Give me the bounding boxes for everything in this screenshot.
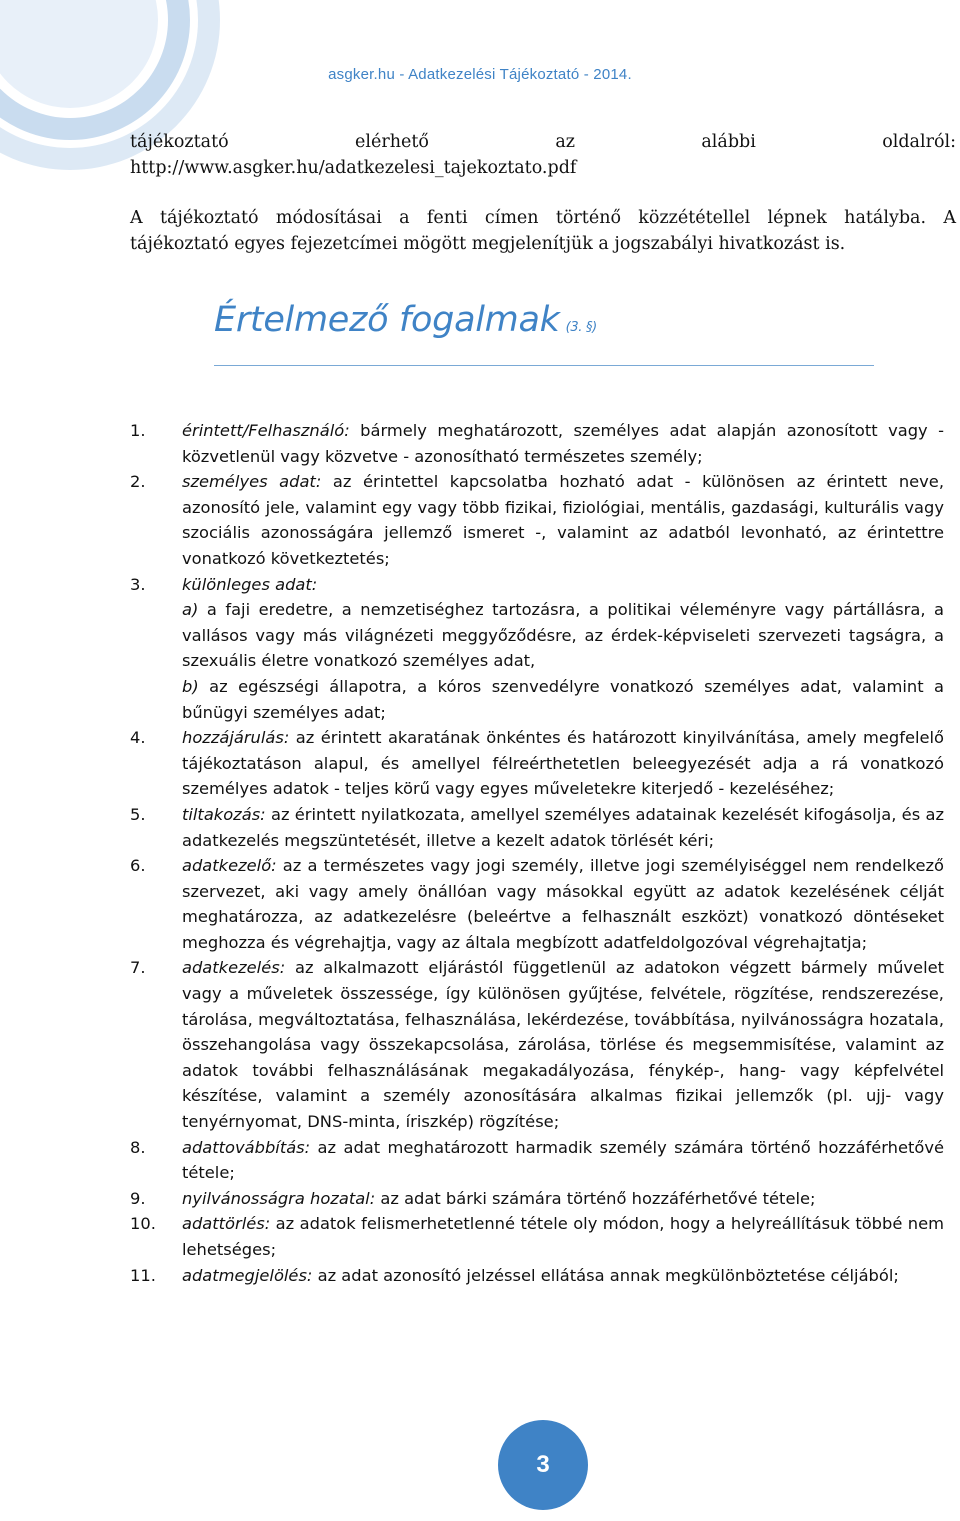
definition-item: 2. személyes adat: az érintettel kapcsolatba hozható adat - különösen az érintett neve, azonosító jele, valamint egy vagy több fizikai, fiziológiai, mentális, gazdasági, kulturális vagy szociális azonosságára jellemző ismeret -, valamint az adatból levonható, az érintettre vonatkozó következtetés; (130, 472, 944, 568)
definition-item: 3. különleges adat: a) a faji eredetre, a nemzetiséghez tartozásra, a politikai véleményre vagy pártállásra, a vallásos vagy más világnézeti meggyőződésre, az érdek-képviseleti szervezeti tagságra, a szexuális életre vonatkozó személyes adat, b) az egészségi állapotra, a kóros szenvedélyre vonatkozó személyes adat, valamint a bűnügyi személyes adat; (130, 572, 944, 726)
definition-subitem: b) az egészségi állapotra, a kóros szenvedélyre vonatkozó személyes adat, valamint a bűnügyi személyes adat; (182, 676, 944, 722)
definitions-list (130, 418, 944, 1288)
intro-paragraph-2 (130, 205, 956, 257)
definition-text: az adat bárki számára történő hozzáférhetővé tétele; (375, 1188, 816, 1208)
intro-line-3: A tájékoztató módosításai a fenti címen történő közzététellel lépnek hatályba. A (130, 208, 956, 228)
section-title: Értelmező fogalmak (214, 300, 560, 340)
definition-item: 4. hozzájárulás: az érintett akaratának önkéntes és határozott kinyilvánítása, amely megfelelő tájékoztatáson alapul, és amellyel félreérthetetlen beleegyezését adja a rá vonatkozó személyes adatok - teljes körű vagy egyes műveletekre kiterjedő - kezeléséhez; (130, 728, 944, 799)
definition-item: 10. adattörlés: az adatok felismerhetetlenné tétele oly módon, hogy a helyreállításuk többé nem lehetséges; (130, 1214, 944, 1259)
page-number: 3 (536, 1451, 550, 1478)
definition-text: az adat meghatározott harmadik személy számára történő hozzáférhetővé tétele; (182, 1137, 944, 1183)
definition-text: az alkalmazott eljárástól függetlenül az adatokon végzett bármely művelet vagy a műveletek összessége, így különösen gyűjtése, felvétele, rögzítése, rendszerezése, tárolása, megváltoztatása, felhasználása, lekérdezése, továbbítása, nyilvánosságra hozatala, összehangolása vagy összekapcsolása, zárolása, törlése és megsemmisítése, valamint az adatok további felhasználásának megakadályozása, fénykép-, hang- vagy képfelvétel készítése, valamint a személy azonosítására alkalmas fizikai jellemzők (pl. ujj- vagy tenyérnyomat, DNS-minta, íriszkép) rögzítése; (182, 958, 944, 1132)
definition-text: az adat azonosító jelzéssel ellátása annak megkülönböztetése céljából; (312, 1265, 899, 1285)
definition-term: nyilvánosságra hozatal: (182, 1188, 376, 1208)
definition-term: személyes adat: (182, 472, 322, 492)
definition-text: az adatok felismerhetetlenné tétele oly módon, hogy a helyreállításuk többé nem lehetséges; (182, 1214, 944, 1259)
section-reference: (3. §) (565, 320, 597, 335)
heading-underline (214, 365, 874, 366)
page-header-title: asgker.hu - Adatkezelési Tájékoztató - 2014. (328, 66, 632, 83)
definition-term: adatkezelés: (182, 958, 286, 978)
definition-item: 7. adatkezelés: az alkalmazott eljárástól függetlenül az adatokon végzett bármely művelet vagy a műveletek összessége, így különösen gyűjtése, felvétele, rögzítése, rendszerezése, tárolása, megváltoztatása, felhasználása, lekérdezése, továbbítása, nyilvánosságra hozatala, összehangolása vagy összekapcsolása, zárolása, törlése és megsemmisítése, valamint az adatok további felhasználásának megakadályozása, fénykép-, hang- vagy képfelvétel készítése, valamint a személy azonosítására alkalmas fizikai jellemzők (pl. ujj- vagy tenyérnyomat, DNS-minta, íriszkép) rögzítése; (130, 958, 944, 1132)
page-number-badge (498, 1420, 588, 1510)
definition-text: az érintett akaratának önkéntes és határozott kinyilvánítása, amely megfelelő tájékoztatáson alapul, és amellyel félreérthetetlen beleegyezését adja a rá vonatkozó személyes adatok - teljes körű vagy egyes műveletekre kiterjedő - kezeléséhez; (182, 728, 944, 799)
definition-item: 5. tiltakozás: az érintett nyilatkozata, amellyel személyes adatainak kezelését kifogásolja, és az adatkezelés megszüntetését, illetve a kezelt adatok törlését kéri; (130, 804, 944, 850)
definition-term: hozzájárulás: (182, 728, 290, 748)
definition-item: 6. adatkezelő: az a természetes vagy jogi személy, illetve jogi személyiséggel nem rendelkező szervezet, aki vagy amely önállóan vagy másokkal együtt az adatok kezelésének célját meghatározza, az adatkezelésre (beleértve a felhasznált eszközt) vonatkozó döntéseket meghozza és végrehajtja, vagy az általa megbízott adatfeldolgozóval végrehajtatja; (130, 856, 944, 952)
definition-term: adatkezelő: (182, 856, 277, 876)
definition-text: az érintettel kapcsolatba hozható adat - különösen az érintett neve, azonosító jele, valamint egy vagy több fizikai, fiziológiai, mentális, gazdasági, kulturális vagy szociális azonosságára jellemző ismeret -, valamint az adatból levonható, az érintettre vonatkozó következtetés; (182, 472, 944, 568)
definition-term: tiltakozás: (182, 804, 266, 824)
definition-term: különleges adat: (182, 574, 318, 594)
definition-item: 11. adatmegjelölés: az adat azonosító jelzéssel ellátása annak megkülönböztetése céljából; (130, 1265, 899, 1285)
definition-item: 8. adattovábbítás: az adat meghatározott harmadik személy számára történő hozzáférhetővé tétele; (130, 1137, 944, 1183)
definition-text: az érintett nyilatkozata, amellyel személyes adatainak kezelését kifogásolja, és az adatkezelés megszüntetését, illetve a kezelt adatok törlését kéri; (182, 804, 944, 850)
document-url: http://www.asgker.hu/adatkezelesi_tajekoztato.pdf (130, 158, 577, 178)
section-heading (214, 300, 597, 340)
definition-subitem: a) a faji eredetre, a nemzetiséghez tartozásra, a politikai véleményre vagy pártállásra, a vallásos vagy más világnézeti meggyőződésre, az érdek-képviseleti szervezeti tagságra, a szexuális életre vonatkozó személyes adat, (182, 600, 944, 671)
definition-item: 9. nyilvánosságra hozatal: az adat bárki számára történő hozzáférhetővé tétele; (130, 1188, 816, 1208)
definition-item: 1. érintett/Felhasználó: bármely meghatározott, személyes adat alapján azonosított vagy - közvetlenül vagy közvetve - azonosítható természetes személy; (130, 421, 944, 466)
intro-line-1: tájékoztató elérhető az alábbi oldalról: (130, 132, 956, 152)
intro-line-4: tájékoztató egyes fejezetcímei mögött megjelenítjük a jogszabályi hivatkozást is. (130, 234, 846, 254)
definition-term: adatmegjelölés: (182, 1265, 313, 1285)
definition-term: adattovábbítás: (182, 1137, 311, 1157)
definition-text: bármely meghatározott, személyes adat alapján azonosított vagy - közvetlenül vagy közvetve - azonosítható természetes személy; (182, 421, 944, 466)
definition-term: adattörlés: (182, 1214, 271, 1234)
definition-term: érintett/Felhasználó: (182, 421, 350, 440)
intro-paragraph-1 (130, 129, 956, 181)
definition-text: az a természetes vagy jogi személy, illetve jogi személyiséggel nem rendelkező szervezet, aki vagy amely önállóan vagy másokkal együtt az adatok kezelésének célját meghatározza, az adatkezelésre (beleértve a felhasznált eszközt) vonatkozó döntéseket meghozza és végrehajtja, vagy az általa megbízott adatfeldolgozóval végrehajtatja; (182, 856, 944, 952)
